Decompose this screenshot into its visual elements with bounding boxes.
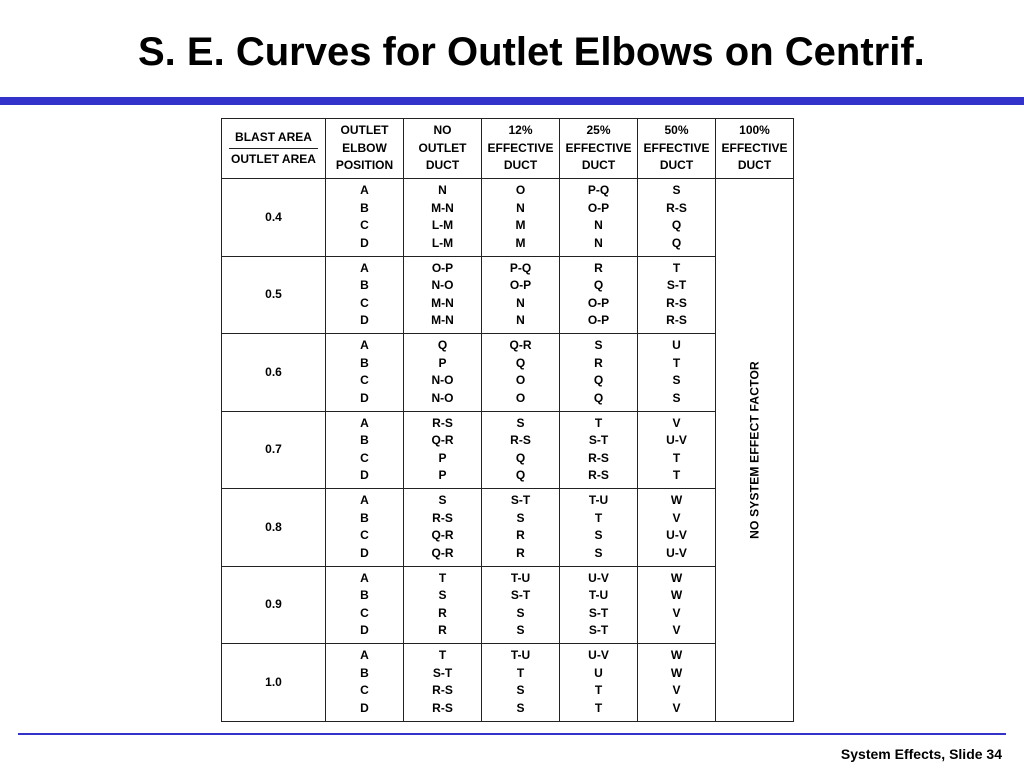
curve-value: T [594,700,603,715]
effective-12-cell [482,179,560,257]
header-12-effective-duct [482,119,560,179]
effective-12-cell [482,644,560,722]
header-line: DUCT [425,158,460,173]
slide-header [0,0,1024,100]
curve-value: R-S [432,415,453,430]
curve-value: T-U [588,493,609,508]
curve-value: R-S [510,433,531,448]
curve-value: N [594,235,603,250]
curve-value: N-O [431,373,454,388]
effective-12-cell [482,334,560,412]
header-no-outlet-duct [404,119,482,179]
header-line: OUTLET [418,140,467,155]
curve-value: M [515,235,526,250]
curve-value: S-T [510,493,531,508]
curve-value: A [360,570,369,585]
no-outlet-duct-cell [404,334,482,412]
effective-25-cell [560,411,638,489]
curve-value: Q [515,450,526,465]
header-blast-area: BLAST AREA [229,129,318,150]
curve-value: A [360,183,369,198]
curve-value: V [672,605,681,620]
curve-value: T [516,665,525,680]
curve-value: V [672,700,681,715]
curve-value: D [360,235,369,250]
header-line: 12% [508,123,533,138]
header-line: NO [433,123,452,138]
curve-value: S [516,605,525,620]
curve-value: N [516,313,525,328]
curve-value: C [360,295,369,310]
table-body [222,179,794,722]
curve-value: R-S [666,200,687,215]
curve-value: P [438,468,447,483]
header-line: DUCT [581,158,616,173]
curve-value: L-M [431,218,454,233]
elbow-position-cell [326,334,404,412]
curve-value: P [438,355,447,370]
curve-value: V [672,415,681,430]
curve-value: S [672,183,681,198]
area-ratio-cell: 0.9 [222,566,326,644]
curve-value: Q [671,235,682,250]
header-line: EFFECTIVE [487,140,554,155]
curve-value: R [516,528,525,543]
no-system-effect-label: NO SYSTEM EFFECT FACTOR [746,360,761,539]
header-outlet-area: OUTLET AREA [231,152,316,166]
curve-value: S-T [510,588,531,603]
curve-value: Q [671,218,682,233]
curve-value: W [670,493,683,508]
curve-value: S-T [588,623,609,638]
elbow-position-cell [326,566,404,644]
table-row [222,334,794,412]
curve-value: T-U [510,648,531,663]
curve-value: V [672,623,681,638]
curve-value: D [360,390,369,405]
footer-divider [18,733,1006,735]
curve-value: C [360,373,369,388]
curve-value: M-N [431,200,454,215]
curve-value: S [438,588,447,603]
header-line: 25% [586,123,611,138]
curve-value: R [438,623,447,638]
area-ratio-cell: 0.5 [222,256,326,334]
title-divider [0,97,1024,105]
curve-value: S [516,415,525,430]
curve-value: S-T [666,278,687,293]
curve-value: V [672,683,681,698]
curve-value: L-M [431,235,454,250]
header-line: ELBOW [342,140,387,155]
effective-25-cell [560,644,638,722]
no-outlet-duct-cell [404,179,482,257]
curve-value: U [594,665,603,680]
curve-value: B [360,510,369,525]
curve-value: O [515,373,526,388]
no-outlet-duct-cell [404,411,482,489]
elbow-position-cell [326,256,404,334]
curve-value: P [438,450,447,465]
curve-value: T-U [588,588,609,603]
curve-value: T-U [510,570,531,585]
curve-value: S [594,545,603,560]
curve-value: T [594,510,603,525]
curve-value: T [438,570,447,585]
slide-title: S. E. Curves for Outlet Elbows on Centrif. [138,30,925,74]
curve-value: R-S [588,450,609,465]
curve-value: O-P [431,260,454,275]
curve-value: Q-R [509,338,532,353]
curve-value: C [360,683,369,698]
effective-25-cell [560,256,638,334]
curve-value: U [672,338,681,353]
curve-value: A [360,415,369,430]
curve-value: R [594,260,603,275]
header-line: 50% [664,123,689,138]
area-ratio-cell: 0.7 [222,411,326,489]
table-row [222,411,794,489]
curve-value: S [672,390,681,405]
curve-value: O [515,183,526,198]
curve-value: T [594,683,603,698]
effective-12-cell [482,489,560,567]
curve-value: B [360,588,369,603]
curve-value: R-S [432,510,453,525]
curve-value: N [516,295,525,310]
curve-value: D [360,468,369,483]
table-header-row [222,119,794,179]
header-line: EFFECTIVE [643,140,710,155]
effective-50-cell [638,179,716,257]
curve-value: A [360,338,369,353]
curve-value: D [360,623,369,638]
no-system-effect-cell [716,179,794,722]
effective-25-cell [560,334,638,412]
curve-value: C [360,218,369,233]
table-row [222,489,794,567]
no-outlet-duct-cell [404,566,482,644]
elbow-position-cell [326,644,404,722]
curve-value: W [670,588,683,603]
curve-value: N-O [431,390,454,405]
effective-12-cell [482,256,560,334]
header-100-effective-duct [716,119,794,179]
curve-value: D [360,700,369,715]
elbow-position-cell [326,489,404,567]
curve-value: U-V [666,433,687,448]
curve-value: T [438,648,447,663]
effective-12-cell [482,411,560,489]
area-ratio-cell: 0.6 [222,334,326,412]
header-line: EFFECTIVE [721,140,788,155]
curve-value: W [670,648,683,663]
effective-50-cell [638,334,716,412]
effective-50-cell [638,256,716,334]
effective-25-cell [560,179,638,257]
table-row [222,644,794,722]
curve-value: R [594,355,603,370]
curve-value: V [672,510,681,525]
curve-value: T [594,415,603,430]
curve-value: W [670,570,683,585]
curve-value: B [360,278,369,293]
curve-value: S [516,683,525,698]
effective-25-cell [560,566,638,644]
area-ratio-cell: 1.0 [222,644,326,722]
effective-12-cell [482,566,560,644]
header-line: DUCT [503,158,538,173]
curve-value: Q [515,355,526,370]
curve-value: R-S [588,468,609,483]
curve-value: A [360,260,369,275]
no-outlet-duct-cell [404,489,482,567]
curve-value: Q-R [431,545,454,560]
curve-value: S [516,700,525,715]
curve-value: P-Q [587,183,610,198]
header-line: DUCT [659,158,694,173]
curve-value: R [516,545,525,560]
table-row [222,179,794,257]
curve-value: T [672,450,681,465]
table-row [222,566,794,644]
curve-value: O-P [587,200,610,215]
curve-value: B [360,355,369,370]
effective-50-cell [638,411,716,489]
curve-value: B [360,665,369,680]
curve-value: T [672,355,681,370]
curve-value: C [360,605,369,620]
area-ratio-cell: 0.8 [222,489,326,567]
curve-value: S [594,528,603,543]
curve-value: S-T [432,665,453,680]
curve-value: M [515,218,526,233]
curve-value: Q-R [431,528,454,543]
curve-value: Q [593,373,604,388]
elbow-position-cell [326,411,404,489]
curve-value: U-V [666,545,687,560]
curve-value: N-O [431,278,454,293]
area-ratio-cell: 0.4 [222,179,326,257]
curve-value: T [672,468,681,483]
curve-value: Q [593,390,604,405]
curve-value: O-P [587,295,610,310]
curve-value: P-Q [509,260,532,275]
curve-value: Q [515,468,526,483]
curve-value: S-T [588,433,609,448]
curve-value: Q-R [431,433,454,448]
curve-value: R-S [432,683,453,698]
header-50-effective-duct [638,119,716,179]
header-line: DUCT [737,158,772,173]
curve-value: Q [593,278,604,293]
curve-value: S [672,373,681,388]
curve-value: O [515,390,526,405]
header-25-effective-duct [560,119,638,179]
header-elbow-position [326,119,404,179]
curve-value: O-P [509,278,532,293]
header-line: 100% [739,123,770,138]
curve-value: T [672,260,681,275]
curve-value: O-P [587,313,610,328]
curve-value: R-S [666,295,687,310]
curve-value: U-V [666,528,687,543]
curve-value: Q [437,338,448,353]
effective-50-cell [638,644,716,722]
header-line: EFFECTIVE [565,140,632,155]
elbow-position-cell [326,179,404,257]
effective-50-cell [638,489,716,567]
curve-value: R-S [432,700,453,715]
curve-value: N [438,183,447,198]
effective-50-cell [638,566,716,644]
curve-value: M-N [431,313,454,328]
curve-value: D [360,545,369,560]
curve-value: S [438,493,447,508]
curve-value: D [360,313,369,328]
curve-value: W [670,665,683,680]
header-line: POSITION [335,158,394,173]
table-row [222,256,794,334]
effective-25-cell [560,489,638,567]
curve-value: S [594,338,603,353]
curve-value: C [360,528,369,543]
slide-footer: System Effects, Slide 34 [840,746,1002,762]
curve-value: A [360,648,369,663]
system-effect-table [221,118,794,722]
curve-value: N [516,200,525,215]
curve-value: S [516,510,525,525]
curve-value: U-V [588,648,609,663]
curve-value: B [360,433,369,448]
no-outlet-duct-cell [404,256,482,334]
curve-value: S-T [588,605,609,620]
curve-value: B [360,200,369,215]
curve-value: R [438,605,447,620]
curve-value: C [360,450,369,465]
curve-value: A [360,493,369,508]
curve-value: N [594,218,603,233]
curve-value: R-S [666,313,687,328]
header-area-ratio [222,119,326,179]
no-outlet-duct-cell [404,644,482,722]
curve-value: M-N [431,295,454,310]
header-line: OUTLET [340,123,389,138]
curve-value: U-V [588,570,609,585]
curve-value: S [516,623,525,638]
